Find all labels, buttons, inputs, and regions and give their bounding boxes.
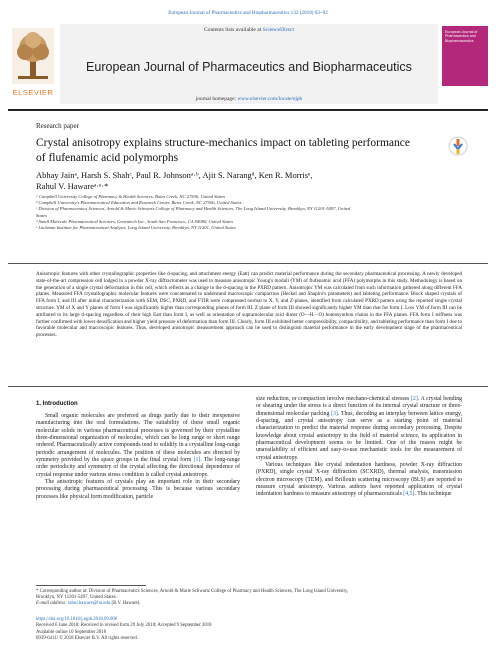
- abstract-bottom-rule: [8, 386, 488, 387]
- corresponding-author-footnote: [36, 589, 466, 608]
- publisher-logo-text: ELSEVIER: [12, 88, 54, 97]
- journal-cover-text: European Journal of Pharmaceutics and Biopharmaceutics: [445, 30, 478, 43]
- authors-line-2: Rahul V. Hawareᵃ·ᵉ·*: [36, 181, 109, 191]
- citation-link[interactable]: [3]: [331, 410, 338, 417]
- journal-homepage: [60, 96, 438, 102]
- authors-line-1: Abhay Jainᵃ, Harsh S. Shahᶜ, Paul R. Johnsonᵃ·ᵇ, Ajit S. Narangᵈ, Ken R. Morrisᵉ,: [36, 170, 313, 180]
- affiliation: ᵈ Small Molecule Pharmaceutical Sciences, Genentech Inc., South San Francisco, CA 94080, United States: [36, 218, 234, 224]
- citation-link[interactable]: [2]: [411, 396, 418, 402]
- body-column-left: [36, 413, 240, 501]
- abstract-text: Anisotropic features with other crystallographic properties like d-spacing, and attachment energy (Eatt) can predict material performance during the secondary pharmaceutical processing. A newly developed state-of-the-art compression cell lodged in a powder X-ray diffractometer was used to measure anisotropic Young's moduli (YM) of flufenamic acid (FFA) polymorphs in this study. Methodology is based on the generation of a single crystal deformation in this cell, which reflects as a change in the d-spacing in the PXRD pattern. Anisotropic YM was calculated from such information gathered along different FFA planes. Measured FFA crystallographic molecular features were concatenated to understand macroscopic compaction (Heckel and Shapiro's parameters) and tableting performance. Block shaped crystals of FFA form I, and III after initial characterization with SEM, DSC, PXRD, and FTIR were compressed normal to X, Y, and Z-planes, identified from calculated PXRD pattern using the reported single crystal structure. YM of X and Y planes of form I was significantly higher than corresponding planes of form III. Z plane of form III showed significantly higher YM than that for form I. Low YM of form III can be attributed to its large d-spacing regardless of their high Eatt than form I, as well as orientation of supramolecular acid dimer (O—H···O) homosynthon chains in the FFA planes. FFA form I stiffness was further confirmed with lower densification and higher yield pressure of deformation than form III. Clearly, form III exhibited better compressibility, compactibility, and tableting performance than form I due to favorable molecular and macroscopic features. Thus, developed anisotropic measurement approach can be used to distinguish material performance in the early development stage of the pharmaceutical processes.: [36, 271, 462, 339]
- abstract-top-rule: [8, 263, 488, 264]
- article-title: Crystal anisotropy explains structure-mechanics impact on tableting performance of flufenamic acid polymorphs: [36, 137, 410, 164]
- paragraph: The anisotropic features of crystals play an important role in their secondary processing during pharmaceutical processing. This is because various secondary processes like physical form modification, particle: [36, 479, 240, 500]
- citation-link[interactable]: [1]: [193, 457, 201, 464]
- affiliation: States: [36, 212, 47, 218]
- footnote-rule: [36, 585, 146, 586]
- article-info-block: [36, 617, 336, 643]
- affiliation: ᶜ Division of Pharmaceutics Sciences, Arnold & Marie Schwartz College of Pharmacy and Health Sciences, The Long Island University, Brooklyn, NY 11201-5497, United: [36, 206, 351, 212]
- section-heading-introduction: 1. Introduction: [36, 401, 78, 407]
- body-column-right: [256, 396, 462, 499]
- journal-running-header: European Journal of Pharmaceutics and Biopharmaceutics 132 (2018) 83–92: [168, 10, 328, 16]
- paragraph: Small organic molecules are preferred as drugs partly due to their inexpensive manufacturing into the oral formulations. The suitability of these small organic molecular solids in various pharmaceutical processes is governed by their crystalline three-dimensional organization of molecules, which can be long range or short range ordered. Pharmaceutically active compounds tend to solidify in a crystalline long-range periodic arrangement of molecules. The position of these molecules are directed by symmetry provided by the space groups in the final crystal form [1]. The long-range order periodicity and symmetry of the crystal affecting the directional dependence of crystal response under various stress condition is called crystal anisotropy.: [36, 413, 240, 478]
- affiliation: ᵇ Campbell University's Pharmaceutical Education and Research Center, Buies Creek, NC 27506, United States: [36, 200, 242, 206]
- paper-type: Research paper: [36, 122, 79, 130]
- copyright: 0939-6411/ © 2018 Elsevier B.V. All rights reserved.: [36, 636, 138, 642]
- sciencedirect-link[interactable]: ScienceDirect: [262, 27, 295, 33]
- received-dates: Received 6 June 2018; Received in revised form 29 July 2018; Accepted 9 September 2018: [36, 623, 212, 629]
- paragraph: size reduction, or compaction involve mechano-chemical stresses [2]. A crystal bending or shearing under the stress is a direct function of its internal crystal structure or three-dimensional molecular packing [3]. Thus, decoding an interplay between lattice energy, d-spacing, and crystal anisotropy can serve as a starting point of material characterization to predict the material response during secondary processing. Despite knowledge about crystal anisotropy in the field of material science, its application in pharmaceutical development seems to be limited. One of the reason might be unavailability of efficient and easy-to-use mechanistic tools for the measurement of crystal anisotropy.: [256, 396, 462, 461]
- header-divider: [8, 109, 488, 111]
- affiliation: ᵃ Campbell University College of Pharmacy & Health Sciences, Buies Creek, NC 27506, United States: [36, 194, 226, 199]
- available-online: Available online 10 September 2018: [36, 629, 106, 635]
- contents-prefix: Contents lists available at: [203, 27, 263, 33]
- contents-available: [60, 27, 438, 33]
- affiliation: ᵉ Lachman Institute for Pharmaceutical Analysis, Long Island University, Brooklyn, NY 11201, United States: [36, 225, 236, 231]
- footnote-email: E-mail address: rahul.haware@liu.edu (R.V. Haware).: [36, 601, 141, 607]
- footnote-line: * Corresponding author at: Division of Pharmaceutics Sciences, Arnold & Marie Schwartz College of Pharmacy and Health Sciences, The Long Island University,: [36, 589, 349, 594]
- citation-link[interactable]: [4,5]: [403, 491, 415, 498]
- elsevier-tree-logo-icon: [10, 26, 56, 86]
- email-link[interactable]: rahul.haware@liu.edu: [67, 601, 111, 607]
- doi-link[interactable]: https://doi.org/10.1016/j.ejpb.2018.09.006: [36, 617, 118, 622]
- crossmark-icon[interactable]: [448, 136, 468, 158]
- journal-title: European Journal of Pharmaceutics and Biopharmaceutics: [86, 60, 412, 74]
- paragraph: Various techniques like crystal indentation hardness, powder X-ray diffraction (PXRD), single crystal X-ray diffraction (SCXRD), thermal analysis, transmission electron microscopy (TEM), and Brillouin scattering microscopy (BLS) are reported to measure crystal anisotropy. Various authors have reported application of crystal indentation hardness to measure anisotropy of pharmaceuticals [4,5]. This technique: [256, 462, 462, 498]
- homepage-link[interactable]: www.elsevier.com/locate/ejpb: [237, 96, 303, 102]
- footnote-line: Brooklyn, NY 11201-5497, United States.: [36, 595, 117, 601]
- homepage-prefix: journal homepage:: [195, 96, 238, 102]
- author-list: [36, 170, 456, 192]
- affiliations: [36, 194, 466, 231]
